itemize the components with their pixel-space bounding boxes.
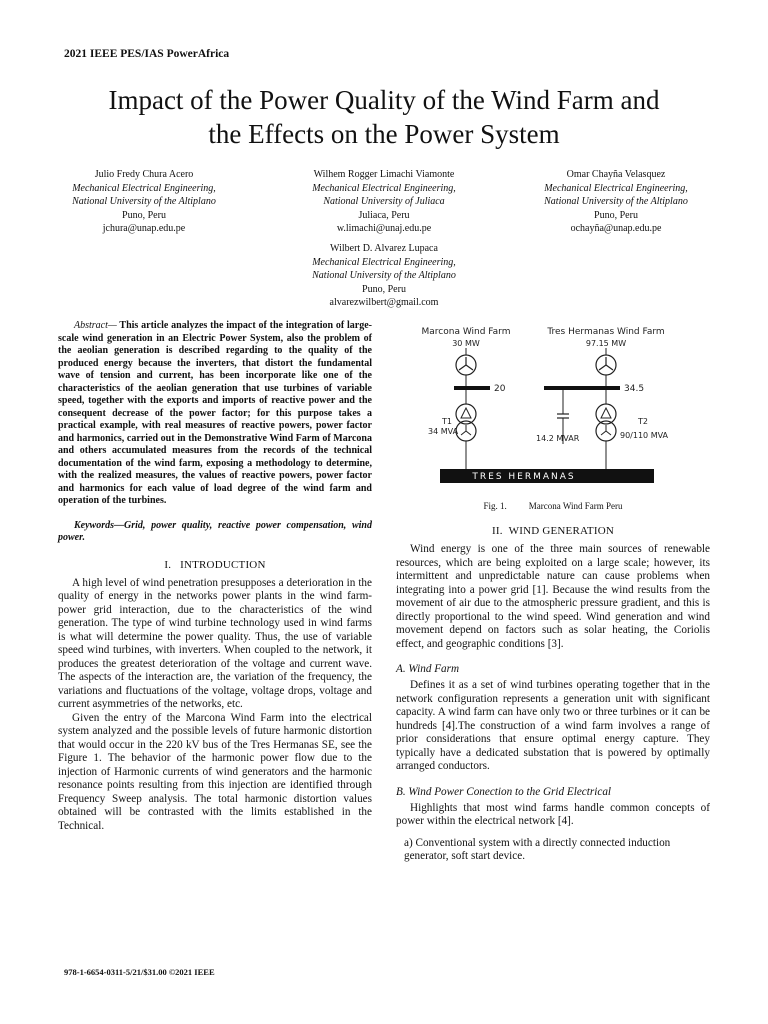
- abstract-text: This article analyzes the impact of the integration of large-scale wind generation in an Electric Power System, also the problem of the aeolian generation is described regarding to the quality of the produced energy because the inverters, that distort the fundamental wave of tension and current, has been incorporate like one of the characteristics of the aeolian generation that use turbines of variable speed, together with the exports and imports of reactive power and the consequent decrease of the power factor; for this purpose takes a practical example, with real measures of reactive powers, power factor and harmonics, carried out in the Demonstrative Wind Farm of Marcona and others accumulated measures from the records of the technical documentation of the wind farm, exposing a methodology to determine, with the realized measures, the values of reactive powers, power factor and harmonics for each value of load degree of the wind farm and operation of the turbines.: [58, 320, 372, 506]
- author-block: [284, 242, 484, 310]
- farm1-power: 30 MW: [452, 339, 480, 348]
- farm2-name: Tres Hermanas Wind Farm: [547, 327, 665, 337]
- author-univ: National University of the Altiplano: [544, 196, 688, 207]
- author-city: Puno, Peru: [362, 283, 406, 295]
- capacitor-rating: 14.2 MVAR: [536, 434, 580, 443]
- bus1-kv-label: 20: [494, 384, 506, 394]
- transformer-t1-icon: [456, 404, 476, 441]
- author-city: Juliaca, Peru: [358, 209, 410, 221]
- intro-paragraph-2: Given the entry of the Marcona Wind Farm into the electrical system analyzed and the possible levels of future harmonic distortion that would occur in the 220 kV bus of the Tres Hermanas SE, see the Figure 1. The behavior of the harmonic power flow due to the injection of Harmonic currents of wind generators and the harmonic resonance points resulting from this injection are identified through Frequency Sweep analysis. The total harmonic distortion values obtained will be contrasted with the limits established in the Technical.: [58, 711, 372, 832]
- single-line-diagram: [396, 320, 710, 495]
- author-block: [516, 168, 716, 236]
- author-email: ochayña@unap.edu.pe: [570, 223, 662, 234]
- wind-farm-paragraph: Defines it as a set of wind turbines operating together that in the network configuration represents a generation unit with significant capacity. A wind farm can have only two or three turbines or it can be hundreds [4].The construction of a wind farm involves a range of prior considerations that ensure optimal energy capture. They typically have a dedicated substation that is powered by optimally arranged conductors.: [396, 679, 710, 772]
- author-dept: Mechanical Electrical Engineering,: [72, 182, 216, 194]
- section-heading-wind-generation: II. WIND GENERATION: [492, 525, 614, 537]
- bus-20kv: [454, 386, 490, 390]
- title-line-1: Impact of the Power Quality of the Wind Farm and: [108, 85, 660, 115]
- author-dept: Mechanical Electrical Engineering,: [312, 182, 456, 194]
- author-city: Puno, Peru: [594, 209, 638, 221]
- conference-header: 2021 IEEE PES/IAS PowerAfrica: [64, 48, 230, 60]
- t2-label: T2: [638, 417, 648, 426]
- left-column: [58, 320, 372, 833]
- author-name: Julio Fredy Chura Acero: [94, 169, 194, 180]
- intro-paragraph-1: A high level of wind penetration presupposes a deterioration in the quality of energy in the networks power plants in the wind farm-power grid interaction, due to the characteristics of the wind generation. The type of wind turbine technology used in wind farms is what will determine the power quality. Thus, the use of variable speed wind turbines, with inverters. When coupled to the network, it produces the greatest deterioration of the voltage and current wave. The aspects of the interaction are, the variation of the frequency, the variations and fluctuations of the voltage, voltage drops, voltage and current asymmetries of the networks, etc.: [58, 576, 372, 710]
- author-name: Omar Chayña Velasquez: [566, 169, 666, 180]
- author-univ: National University of the Altiplano: [312, 270, 456, 281]
- wind-generation-paragraph: Wind energy is one of the three main sources of renewable resources, which are being exploited on a large scale; however, its intermittent and unpredictable nature can cause problems when integrating into a power grid [1]. Because the wind results from the movement of air due to the atmospheric pressure gradient, and this is directly proportional to the wind speed. Wind generation and wind movement depend on factors such as solar heating, the Coriolis effect, and geographic conditions [3].: [396, 543, 710, 650]
- author-name: Wilbert D. Alvarez Lupaca: [330, 243, 438, 254]
- author-block: [44, 168, 244, 236]
- bus-34-5kv: [544, 386, 620, 390]
- author-email: w.limachi@unaj.edu.pe: [336, 223, 432, 234]
- t1-label: T1: [442, 417, 452, 426]
- keywords: Keywords—Grid, power quality, reactive power compensation, wind power.: [58, 519, 372, 543]
- author-univ: National University of the Altiplano: [72, 196, 216, 207]
- figure-caption: [396, 501, 710, 511]
- author-email: alvarezwilbert@gmail.com: [329, 297, 439, 308]
- author-dept: Mechanical Electrical Engineering,: [544, 182, 688, 194]
- t1-rating: 34 MVA: [428, 427, 459, 436]
- author-email: jchura@unap.edu.pe: [102, 223, 186, 234]
- busbar-label: TRES HERMANAS: [472, 472, 576, 482]
- copyright-footer: 978-1-6654-0311-5/21/$31.00 ©2021 IEEE: [64, 967, 215, 977]
- section-heading-introduction: I. INTRODUCTION: [164, 558, 266, 571]
- author-city: Puno, Peru: [122, 209, 166, 221]
- abstract-lead: Abstract—: [74, 320, 117, 331]
- author-univ: National University of Juliaca: [323, 196, 445, 207]
- caption-number: Fig. 1.: [483, 501, 507, 511]
- grid-connection-paragraph: Highlights that most wind farms handle common concepts of power within the electrical network [4].: [396, 801, 710, 827]
- right-column: [396, 320, 710, 864]
- figure-1-single-line-diagram: [396, 320, 710, 495]
- caption-text: Marcona Wind Farm Peru: [528, 501, 623, 511]
- subsection-heading-wind-farm: A. Wind Farm: [396, 663, 460, 675]
- subsection-heading-grid-connection: B. Wind Power Conection to the Grid Electrical: [396, 785, 612, 798]
- farm2-power: 97.15 MW: [585, 339, 627, 348]
- abstract: [58, 320, 372, 508]
- author-dept: Mechanical Electrical Engineering,: [312, 256, 456, 268]
- list-item: a) Conventional system with a directly connected induction generator, soft start device.: [404, 836, 671, 862]
- paper-title: [40, 83, 728, 151]
- wind-turbine-icon: [596, 355, 616, 375]
- wind-turbine-icon: [456, 355, 476, 375]
- farm1-name: Marcona Wind Farm: [421, 327, 511, 337]
- t2-rating: 90/110 MVA: [620, 431, 669, 440]
- author-block: [284, 168, 484, 236]
- bus2-kv-label: 34.5: [624, 384, 645, 394]
- transformer-t2-icon: [596, 404, 616, 441]
- author-name: Wilhem Rogger Limachi Viamonte: [313, 169, 455, 180]
- title-line-2: the Effects on the Power System: [208, 119, 560, 149]
